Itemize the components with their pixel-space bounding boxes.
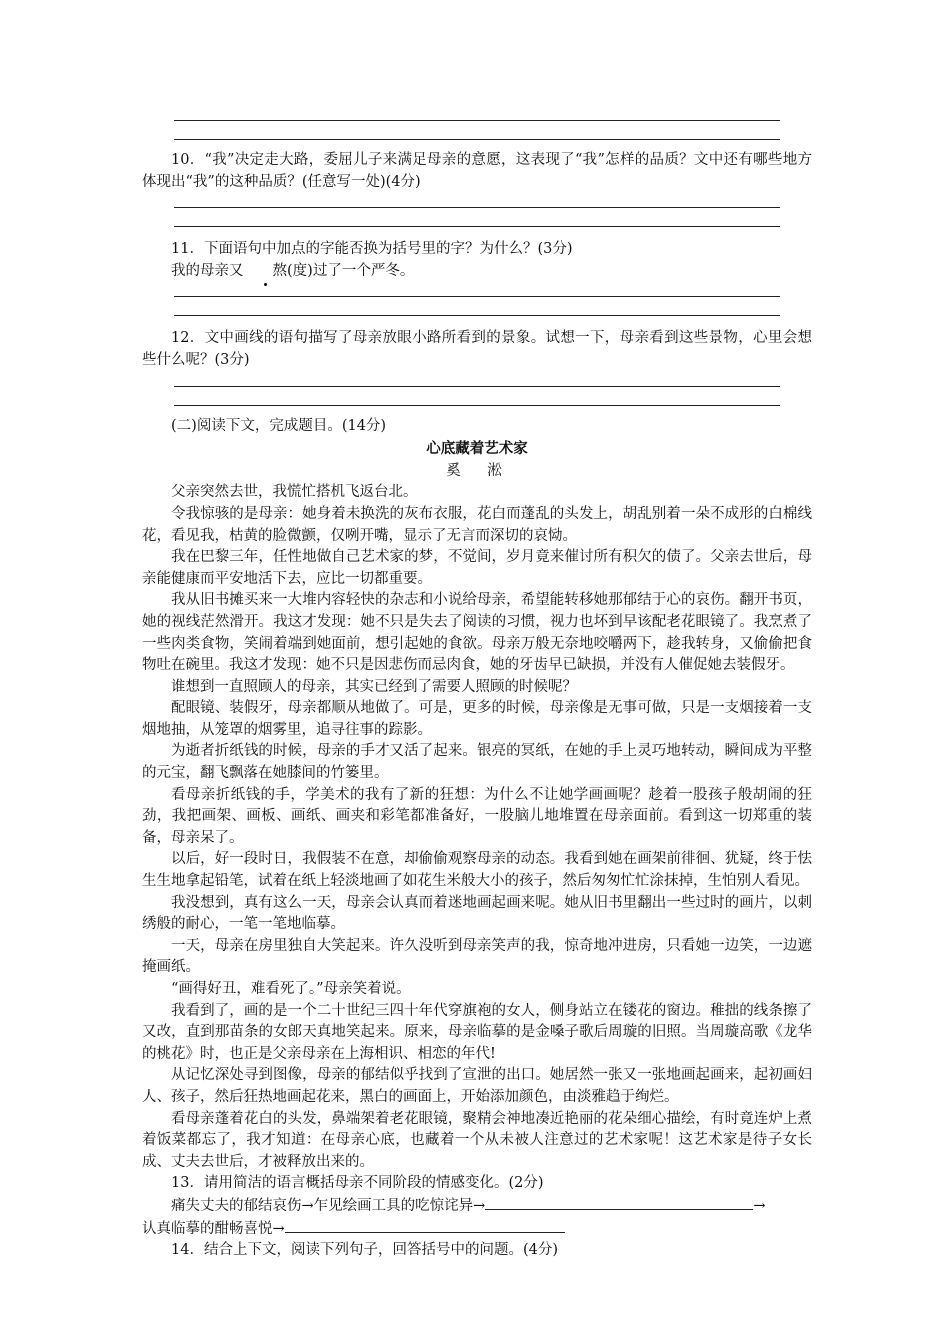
sentence-after: (度)过了一个严冬。: [287, 262, 415, 279]
fill-in-blank[interactable]: [285, 1218, 565, 1233]
paragraph: 谁想到一直照顾人的母亲，其实已经到了需要人照顾的时候呢？: [171, 678, 577, 695]
worksheet-page: [142, 108, 812, 1262]
question-13-chain-line-2: [142, 1218, 812, 1241]
answer-line[interactable]: [174, 405, 780, 406]
answer-line[interactable]: [174, 386, 780, 387]
question-10: 10．“我”决定走大路，委屈儿子来满足母亲的意愿，这表现了“我”怎样的品质？文中还有哪些地方体现出“我”的这种品质？(任意写一处)(4分): [142, 152, 812, 190]
chain-text: 痛失丈夫的郁结哀伤→乍见绘画工具的吃惊诧异→: [171, 1197, 486, 1214]
answer-line[interactable]: [174, 139, 780, 140]
question-11: 11．下面语句中加点的字能否换为括号里的字？为什么？(3分): [171, 241, 573, 258]
question-13: 13．请用简洁的语言概括母亲不同阶段的情感变化。(2分): [171, 1175, 544, 1192]
question-12: 12．文中画线的语句描写了母亲放眼小路所看到的景象。试想一下，母亲看到这些景物，心里会想些什么呢？(3分): [142, 330, 812, 368]
question-13-chain-line-1: [142, 1195, 812, 1218]
answer-line[interactable]: [174, 207, 780, 208]
article-title: 心底藏着艺术家: [426, 441, 528, 458]
answer-line[interactable]: [174, 120, 780, 121]
question-11-sentence: [142, 261, 812, 283]
article-author: 奚 淞: [446, 462, 508, 479]
paragraph: 以后，好一段时日，我假装不在意，却偷偷观察母亲的动态。我看到她在画架前徘徊、犹疑，终于怯生生地拿起铅笔，试着在纸上轻淡地画了如花生米般大小的孩子，然后匆匆忙忙涂抹掉，生怕别人看见。: [142, 851, 812, 890]
paragraph: 看母亲蓬着花白的头发，鼻端架着老花眼镜，聚精会神地凑近艳丽的花朵细心描绘，有时竟连炉上煮着饭菜都忘了，我才知道：在母亲心底，也藏着一个从未被人注意过的艺术家呢！这艺术家是待子女长成、丈夫去世后，才被释放出来的。: [142, 1110, 812, 1170]
paragraph: 看母亲折纸钱的手，学美术的我有了新的狂想：为什么不让她学画画呢？趁着一股孩子般胡闹的狂劲，我把画架、画板、画纸、画夹和彩笔都准备好，一股脑儿地堆置在母亲面前。看到这一切郑重的装备，母亲呆了。: [142, 786, 812, 846]
paragraph: 我在巴黎三年，任性地做自己艺术家的梦，不觉间，岁月竟来催讨所有积欠的债了。父亲去世后，母亲能健康而平安地活下去，应比一切都重要。: [142, 549, 812, 587]
section-heading: (二)阅读下文，完成题目。(14分): [171, 417, 387, 434]
paragraph: 令我惊骇的是母亲：她身着未换洗的灰布衣服，花白而蓬乱的头发上，胡乱别着一朵不成形的白棉线花，看见我，枯黄的脸微颤，仅咧开嘴，显示了无言而深切的哀恸。: [142, 505, 812, 544]
paragraph: 我没想到，真有这么一天，母亲会认真而着迷地画起画来呢。她从旧书里翻出一些过时的画片，以刺绣般的耐心，一笔一笔地临摹。: [142, 894, 812, 933]
dotted-character: 熬: [244, 261, 288, 283]
chain-text: 认真临摹的酣畅喜悦→: [142, 1220, 285, 1237]
sentence-before: 我的母亲又: [171, 262, 244, 279]
answer-line[interactable]: [174, 226, 780, 227]
paragraph: 我从旧书摊买来一大堆内容轻快的杂志和小说给母亲，希望能转移她那郁结于心的哀伤。翻开书页，她的视线茫然滑开。我这才发现：她不只是失去了阅读的习惯，视力也坏到早该配老花眼镜了。我烹煮了一些肉类食物，笑闹着端到她面前，想引起她的食欲。母亲万般无奈地咬嚼两下，趁我转身，又偷偷把食物吐在碗里。我这才发现：她不只是因悲伤而忌肉食，她的牙齿早已缺损，并没有人催促她去装假牙。: [142, 592, 812, 674]
article-body: [142, 482, 812, 1173]
paragraph: 从记忆深处寻到图像，母亲的郁结似乎找到了宣泄的出口。她居然一张又一张地画起画来，起初画妇人、孩子，然后狂热地画起花来，黑白的画面上，开始添加颜色，由淡雅趋于绚烂。: [142, 1067, 812, 1105]
question-14: 14．结合上下文，阅读下列句子，回答括号中的问题。(4分): [171, 1242, 558, 1259]
paragraph: 父亲突然去世，我慌忙搭机飞返台北。: [171, 484, 418, 501]
paragraph: 配眼镜、装假牙，母亲都顺从地做了。可是，更多的时候，母亲像是无事可做，只是一支烟接着一支烟地抽，从笼罩的烟雾里，追寻往事的踪影。: [142, 700, 812, 738]
answer-line[interactable]: [174, 296, 780, 297]
paragraph: 我看到了，画的是一个二十世纪三四十年代穿旗袍的女人，侧身站立在镂花的窗边。稚拙的线条擦了又改，直到那苗条的女郎天真地笑起来。原来，母亲临摹的是金嗓子歌后周璇的旧照。当周璇高歌《龙华的桃花》时，也正是父亲母亲在上海相识、相恋的年代!: [142, 1002, 812, 1062]
chain-arrow: →: [753, 1197, 766, 1214]
paragraph: “画得好丑，难看死了。”母亲笑着说。: [171, 981, 411, 997]
paragraph: 一天，母亲在房里独自大笑起来。许久没听到母亲笑声的我，惊奇地冲进房，只看她一边笑，一边遮掩画纸。: [142, 937, 812, 976]
paragraph: 为逝者折纸钱的时候，母亲的手才又活了起来。银亮的冥纸，在她的手上灵巧地转动，瞬间成为平整的元宝，翻飞飘落在她膝间的竹篓里。: [142, 743, 812, 782]
fill-in-blank[interactable]: [485, 1195, 753, 1210]
answer-line[interactable]: [174, 315, 780, 316]
